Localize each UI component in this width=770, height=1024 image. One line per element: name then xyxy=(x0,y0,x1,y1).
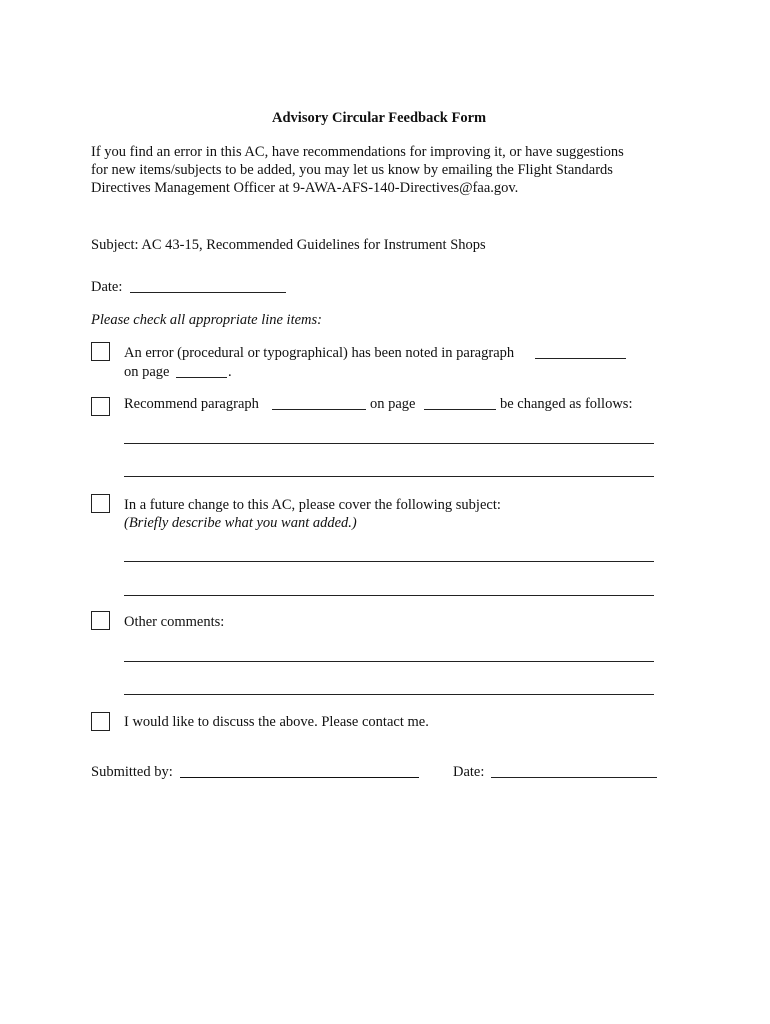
future-change-label: In a future change to this AC, please cover the following subject: xyxy=(124,497,501,513)
discuss-label: I would like to discuss the above. Please contact me. xyxy=(124,714,429,730)
date-field[interactable] xyxy=(130,292,286,293)
future-line-1[interactable] xyxy=(124,561,654,562)
other-line-1[interactable] xyxy=(124,661,654,662)
future-change-checkbox[interactable] xyxy=(91,494,110,513)
recommend-change-checkbox[interactable] xyxy=(91,397,110,416)
recommend-line-1[interactable] xyxy=(124,443,654,444)
other-comments-label: Other comments: xyxy=(124,614,225,630)
recommend-line-2[interactable] xyxy=(124,476,654,477)
recommend-paragraph-label: Recommend paragraph xyxy=(124,396,259,412)
recommend-page-field[interactable] xyxy=(424,409,496,410)
intro-line-1: If you find an error in this AC, have recommendations for improving it, or have suggestions xyxy=(91,144,624,160)
footer-date-label: Date: xyxy=(453,764,485,780)
other-line-2[interactable] xyxy=(124,694,654,695)
error-page-label: on page xyxy=(124,364,170,380)
submitted-by-field[interactable] xyxy=(180,777,419,778)
error-noted-label: An error (procedural or typographical) has been noted in paragraph xyxy=(124,345,515,361)
subject-line: Subject: AC 43-15, Recommended Guidelines for Instrument Shops xyxy=(91,237,486,253)
future-line-2[interactable] xyxy=(124,595,654,596)
intro-line-2: for new items/subjects to be added, you may let us know by emailing the Flight Standards xyxy=(91,162,613,178)
submitted-by-label: Submitted by: xyxy=(91,764,173,780)
recommend-paragraph-field[interactable] xyxy=(272,409,366,410)
discuss-checkbox[interactable] xyxy=(91,712,110,731)
recommend-page-label: on page xyxy=(370,396,416,412)
error-page-field[interactable] xyxy=(176,377,227,378)
form-title: Advisory Circular Feedback Form xyxy=(272,110,487,126)
intro-line-3: Directives Management Officer at 9-AWA-AFS-140-Directives@faa.gov. xyxy=(91,180,519,196)
date-label: Date: xyxy=(91,279,123,295)
error-page-period: . xyxy=(228,364,232,380)
recommend-follows-label: be changed as follows: xyxy=(500,396,633,412)
instruction-text: Please check all appropriate line items: xyxy=(91,312,322,328)
future-change-hint: (Briefly describe what you want added.) xyxy=(124,515,357,531)
other-comments-checkbox[interactable] xyxy=(91,611,110,630)
footer-date-field[interactable] xyxy=(491,777,657,778)
error-paragraph-field[interactable] xyxy=(535,358,626,359)
error-noted-checkbox[interactable] xyxy=(91,342,110,361)
